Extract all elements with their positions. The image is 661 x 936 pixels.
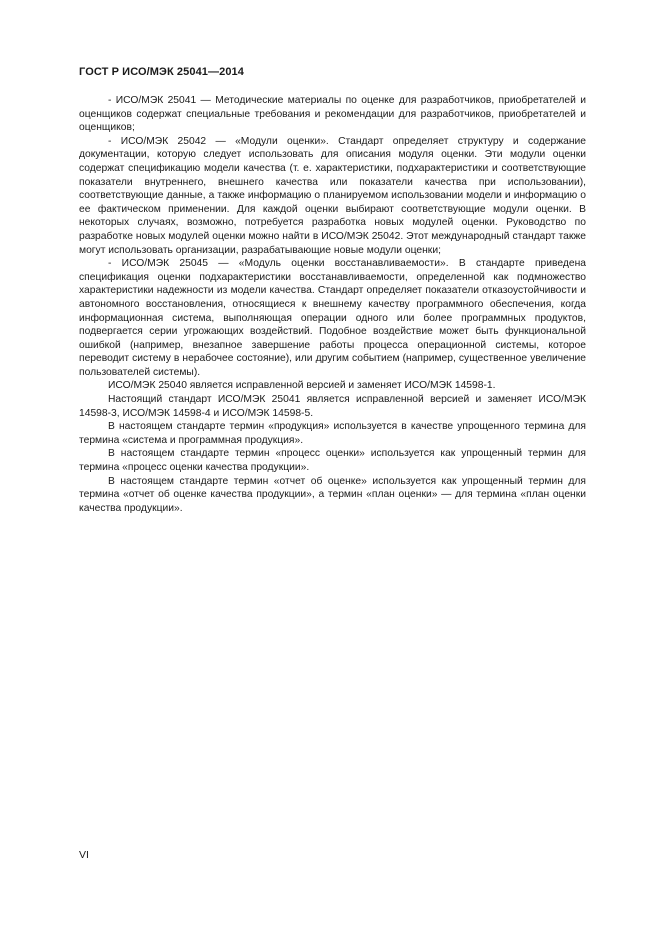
page-number: VI: [79, 849, 89, 861]
paragraph-term-product: В настоящем стандарте термин «продукция» используется в качестве упрощенного термина для термина «система и программная продукция».: [79, 421, 586, 446]
paragraph-iso-25045: - ИСО/МЭК 25045 — «Модуль оценки восстанавливаемости». В стандарте приведена спецификация оценки подхарактеристики восстанавливаемости, определенной как подмножество характеристики надежности из модели качества. Стандарт определяет показатели отказоустойчивости и автономного восстановления, относящиеся к внешнему качеству программного обеспечения, когда информационная система, выполняющая операции одного или более программных продуктов, подвергается серии угрожающих воздействий. Подобное воздействие может быть функциональной ошибкой (например, внезапное завершение работы процесса операционной системы, которое переводит систему в нерабочее состояние), или другим событием (например, существенное увеличение пользователей системы).: [79, 258, 586, 378]
paragraph-term-evaluation-process: В настоящем стандарте термин «процесс оценки» используется как упрощенный термин для термина «процесс оценки качества продукции».: [79, 448, 586, 474]
document-header: ГОСТ Р ИСО/МЭК 25041—2014: [79, 66, 244, 78]
paragraph-iso-25042: - ИСО/МЭК 25042 — «Модули оценки». Стандарт определяет структуру и содержание документации, которую следует использовать для описания модуля оценки. Эти модули оценки содержат спецификацию модели качества (т. е. характеристики, подхарактеристики и соответствующие показатели внутреннего, внешнего качества или показатели качества при использовании), соответствующие данные, а также информацию о планируемом использовании модели и информацию о ее фактическом применении. Для каждой оценки выбирают соответствующие модули оценки. В некоторых случаях, возможно, потребуется разработка новых модулей оценки. Руководство по разработке новых модулей оценки можно найти в ИСО/МЭК 25042. Этот международный стандарт также могут использовать организации, разрабатывающие новые модули оценки;: [79, 135, 586, 256]
paragraph-iso-25041-replaces: Настоящий стандарт ИСО/МЭК 25041 является исправленной версией и заменяет ИСО/МЭК 14598-3, ИСО/МЭК 14598-4 и ИСО/МЭК 14598-5.: [79, 394, 586, 419]
document-body: [79, 94, 586, 515]
paragraph-iso-25041: - ИСО/МЭК 25041 — Методические материалы по оценке для разработчиков, приобретателей и оценщиков содержат специальные требования и рекомендации для разработчиков, приобретателей и оценщиков;: [79, 95, 586, 134]
paragraph-term-evaluation-report: В настоящем стандарте термин «отчет об оценке» используется как упрощенный термин для термина «отчет об оценке качества продукции», а термин «план оценки» — для термина «план оценки качества продукции».: [79, 475, 586, 514]
paragraph-iso-25040-replaces: ИСО/МЭК 25040 является исправленной версией и заменяет ИСО/МЭК 14598-1.: [108, 380, 496, 392]
